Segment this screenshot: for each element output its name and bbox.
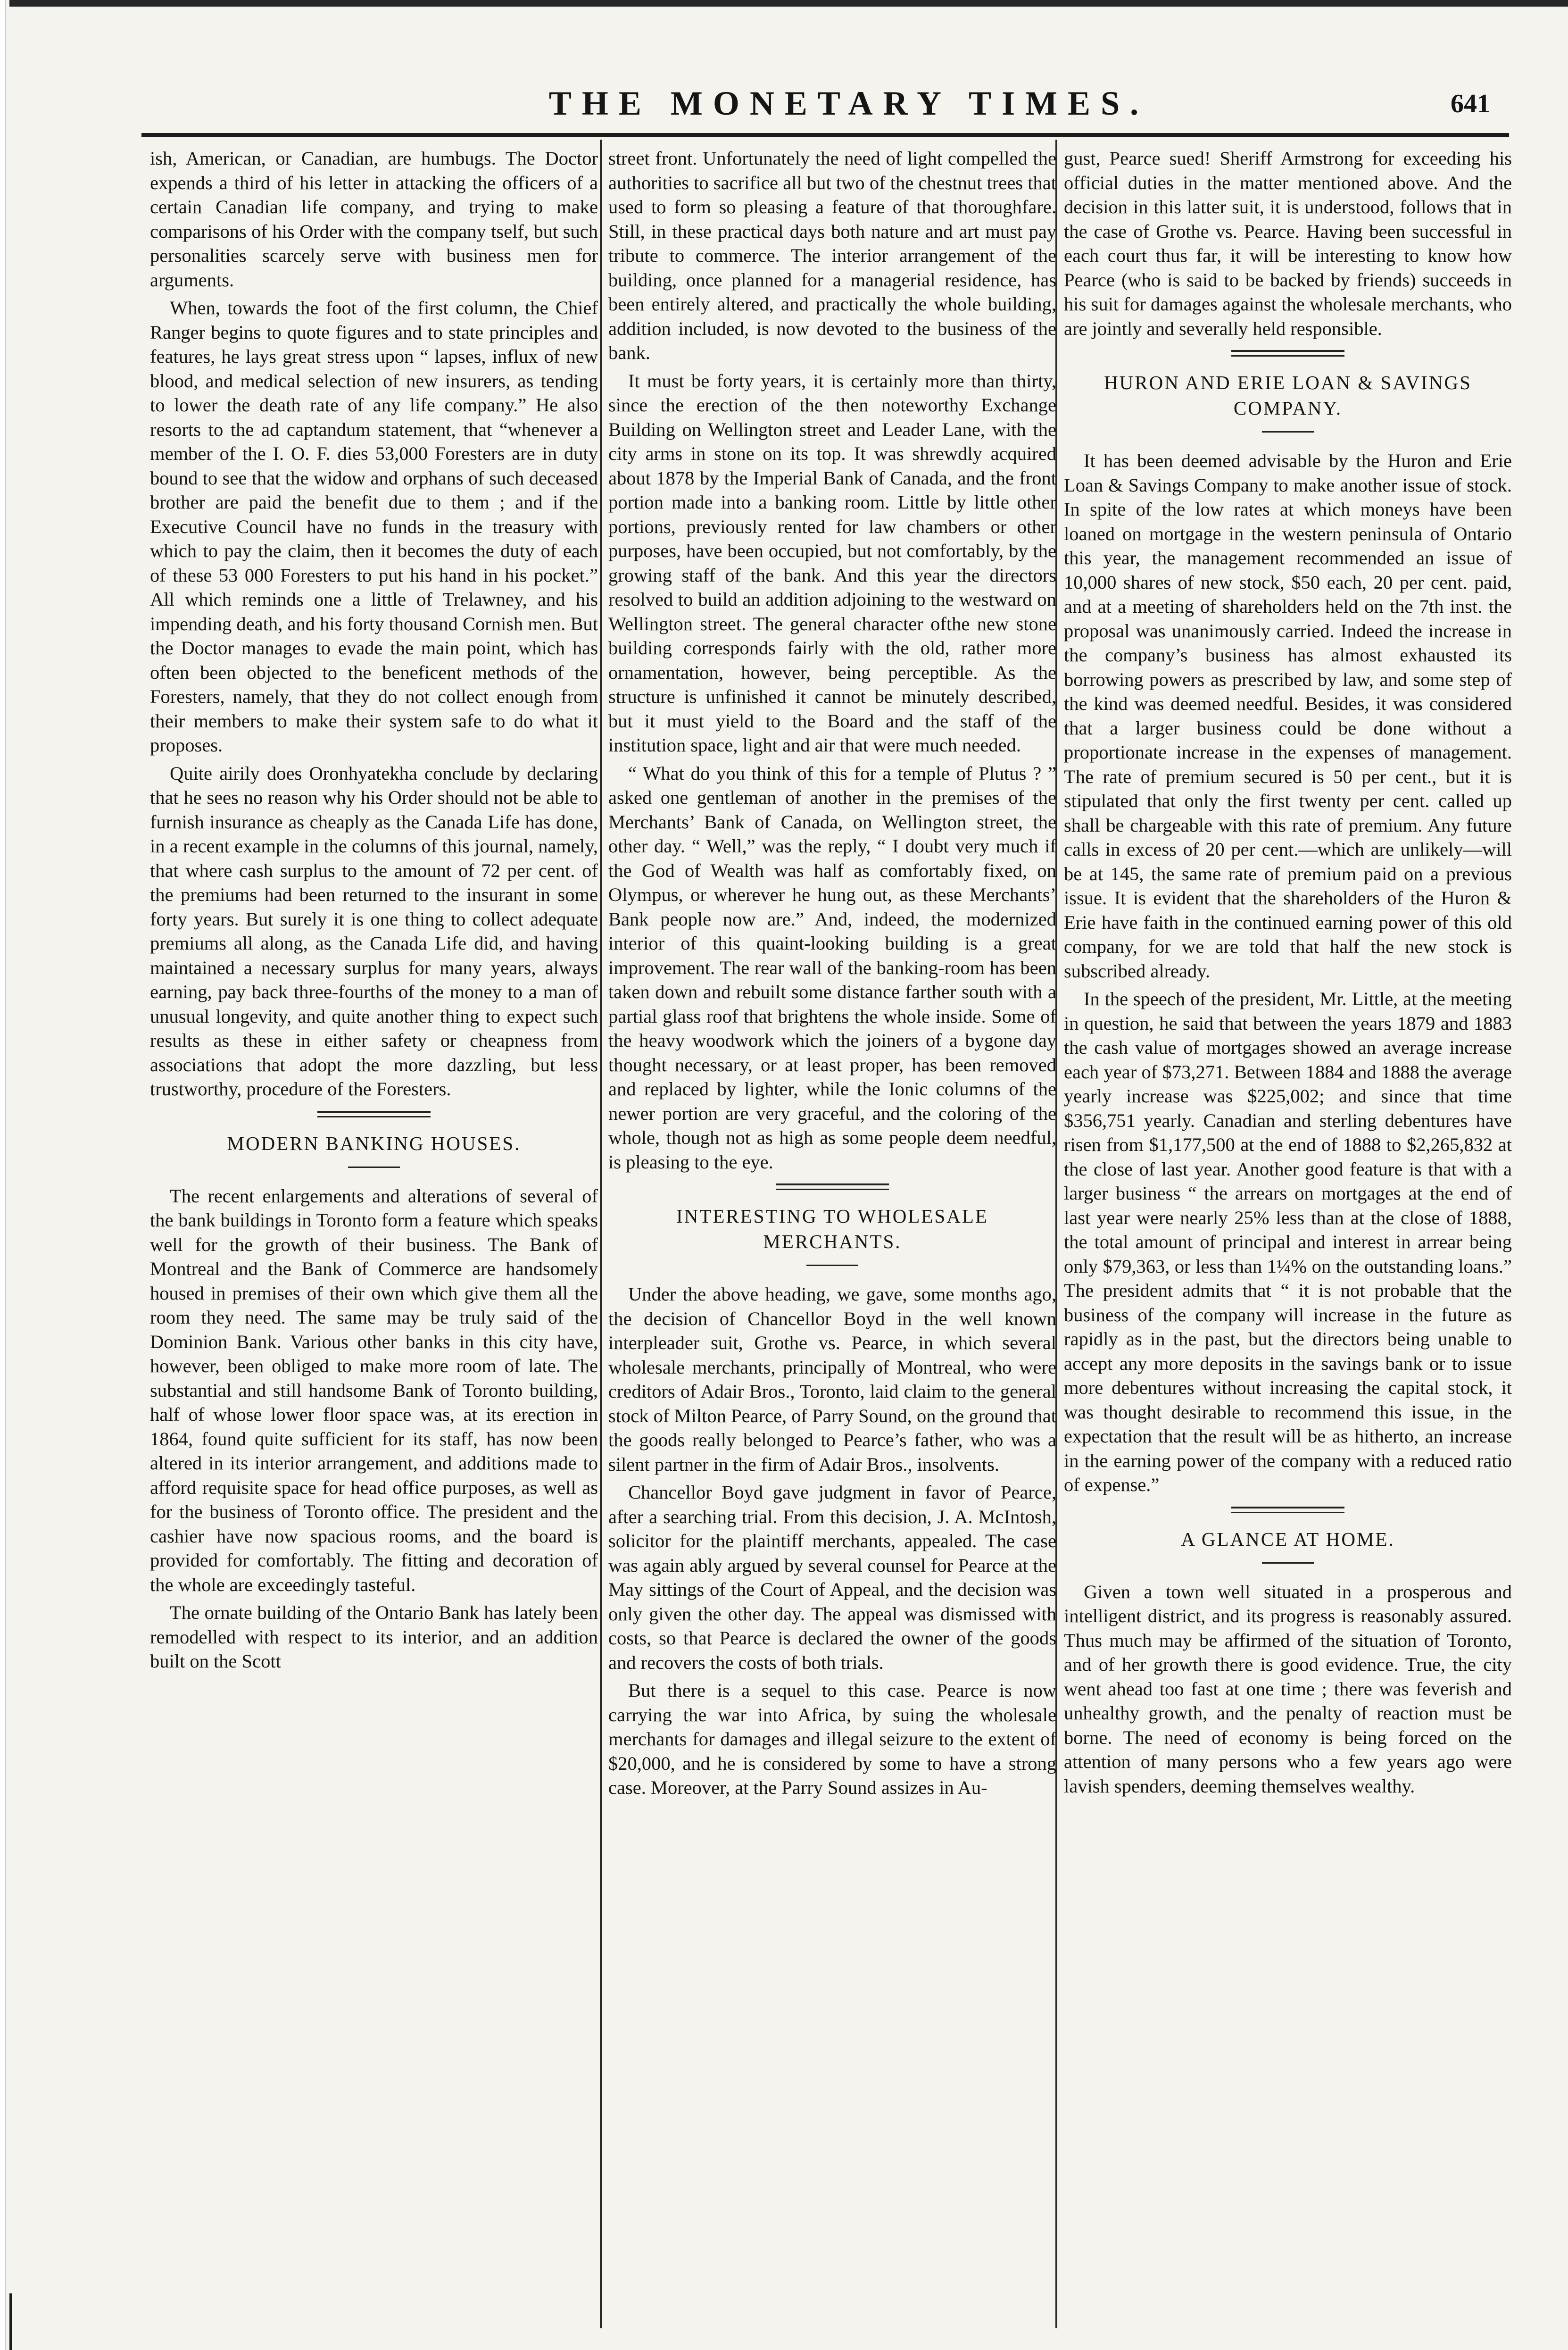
section-divider bbox=[317, 1111, 431, 1117]
article-heading-modern-banking-houses: MODERN BANKING HOUSES. bbox=[227, 1132, 521, 1154]
column-1-paragraph: When, towards the foot of the first column, the Chief Ranger begins to quote figures and to state principles and features, he lays great stress upon “ lapses, influx of new blood, and medical selection of new insurers, as tending to lower the death rate of any life company.” He also resorts to the ad captandum statement, that “whenever a member of the I. O. F. dies 53,000 Foresters are in duty bound to see that the widow and orphans of such deceased brother are paid the benefit due to them ; and if the Executive Council have no funds in the treasury with which to pay the claim, then it becomes the duty of each of these 53 000 Foresters to put his hand in his pocket.” All which reminds one a little of Trelawney, and his impending death, and his forty thousand Cornish men. But the Doctor manages to evade the main point, which has often been objected to the beneficent methods of the Foresters, namely, that they do not collect enough from their members to make their system safe to do what it proposes. bbox=[150, 297, 598, 756]
column-2-paragraph: “ What do you think of this for a temple of Plutus ? ” asked one gentleman of another in the premises of the Merchants’ Bank of Canada, on Wellington street, the other day. “ Well,” was the reply, “ I doubt very much if the God of Wealth was half as comfortably fixed, on Olympus, or wherever he hung out, as these Merchants’ Bank people now are.” And, indeed, the modernized interior of this quaint-looking building is a great improvement. The rear wall of the banking-room has been taken down and rebuilt some distance farther south with a partial glass roof that brightens the whole inside. Some of the heavy woodwork which the joiners of a bygone day thought necessary, or at least proper, has been removed and replaced by lighter, while the Ionic columns of the newer portion are very graceful, and the coloring of the whole, though not as high as some people deem needful, is pleasing to the eye. bbox=[608, 762, 1056, 1173]
column-3 bbox=[1064, 146, 1512, 2325]
section-divider bbox=[1231, 1507, 1344, 1513]
heading-rule bbox=[1262, 1562, 1314, 1564]
column-2 bbox=[608, 146, 1056, 2325]
column-2-paragraph: Under the above heading, we gave, some months ago, the decision of Chancellor Boyd in the well known interpleader suit, Grothe vs. Pearce, in which several wholesale merchants, principally of Montreal, who were creditors of Adair Bros., Toronto, laid claim to the general stock of Milton Pearce, of Parry Sound, on the ground that the goods really belonged to Pearce’s father, who was a silent partner in the firm of Adair Bros., insolvents. bbox=[608, 1283, 1056, 1475]
column-2-paragraph: street front. Unfortunately the need of light compelled the authorities to sacrifice all but two of the chestnut trees that used to form so pleasing a feature of that thoroughfare. Still, in these practical days both nature and art must pay tribute to commerce. The interior arrangement of the building, once planned for a managerial residence, has been entirely altered, and practically the whole building, addition included, is now devoted to the business of the bank. bbox=[608, 148, 1056, 363]
heading-rule bbox=[806, 1265, 858, 1266]
binding-edge bbox=[0, 0, 6, 2350]
column-2-paragraph: It must be forty years, it is certainly more than thirty, since the erection of the then noteworthy Exchange Building on Wellington street and Leader Lane, with the city arms in stone on its top. It was shrewdly acquired about 1878 by the Imperial Bank of Canada, and the front portion made into a banking room. Little by little other portions, previously rented for law chambers or other purposes, have been occupied, but not comfortably, by the growing staff of the bank. And this year the directors resolved to build an addition adjoining to the westward on Wellington street. The general character ofthe new stone building corresponds fairly with the old, rather more ornamentation, however, being perceptible. As the structure is unfinished it cannot be minutely described, but it must yield to the Board and the staff of the institution space, light and air that were much needed. bbox=[608, 370, 1056, 756]
article-heading-huron-and-erie: HURON AND ERIE LOAN & SAVINGS COMPANY. bbox=[1104, 372, 1472, 419]
header-rule bbox=[141, 133, 1509, 137]
running-title: THE MONETARY TIMES. bbox=[548, 84, 1149, 122]
heading-rule bbox=[1262, 431, 1314, 433]
section-divider bbox=[776, 1183, 889, 1190]
column-3-paragraph: In the speech of the president, Mr. Little, at the meeting in question, he said that between the years 1879 and 1883 the cash value of mortgages showed an average increase each year of $73,271. Between 1884 and 1888 the average yearly increase was $225,002; and since that time $356,751 yearly. Canadian and sterling debentures have risen from $1,177,500 at the end of 1888 to $2,265,832 at the close of last year. Another good feature is that with a larger business “ the arrears on mortgages at the end of last year were nearly 25% less than at the close of 1888, the total amount of principal and interest in arrear being only $79,363, or less than 1¼% on the outstanding loans.” The president admits that “ it is not probable that the business of the company will increase in the future as rapidly as in the past, but the directors being unable to accept any more deposits in the savings bank or to issue more debentures without increasing the capital stock, it was thought desirable to recommend this issue, in the expectation that the result will be as hitherto, an increase in the earning power of the company with a reduced ratio of expense.” bbox=[1064, 988, 1512, 1495]
column-1-paragraph: Quite airily does Oronhyatekha conclude by declaring that he sees no reason why his Order should not be able to furnish insurance as cheaply as the Canada Life has done, in a recent example in the columns of this journal, namely, that where cash surplus to the amount of 72 per cent. of the premiums had been returned to the insurant in some forty years. But surely it is one thing to collect adequate premiums all along, as the Canada Life did, and having maintained a necessary surplus for many years, always earning, pay back three-fourths of the money to a man of unusual longevity, and quite another thing to expect such results as these in either safety or cheapness from associations that adopt the more dazzling, but less trustworthy, procedure of the Foresters. bbox=[150, 762, 598, 1100]
column-1-paragraph: The recent enlargements and alterations of several of the bank buildings in Toronto form a feature which speaks well for the growth of their business. The Bank of Montreal and the Bank of Commerce are handsomely housed in premises of their own which give them all the room they need. The same may be truly said of the Dominion Bank. Various other banks in this city have, however, been obliged to make more room of late. The substantial and still handsome Bank of Toronto building, half of whose lower floor space was, at its erection in 1864, found quite sufficient for its staff, has now been altered in its interior arrangement, and additions made to afford requisite space for head office purposes, as well as for the business of Toronto office. The president and the cashier have now spacious rooms, and the board is provided for comfortably. The fitting and decoration of the whole are exceedingly tasteful. bbox=[150, 1185, 598, 1595]
section-divider bbox=[1231, 350, 1344, 357]
column-divider-1 bbox=[600, 140, 602, 2328]
article-heading-interesting-to-wholesale-merchants: INTERESTING TO WHOLESALE MERCHANTS. bbox=[676, 1205, 988, 1252]
column-2-paragraph: But there is a sequel to this case. Pearce is now carrying the war into Africa, by suing the wholesale merchants for damages and illegal seizure to the extent of $20,000, and he is considered by some to have a strong case. Moreover, at the Parry Sound assizes in Au- bbox=[608, 1680, 1056, 1798]
heading-rule bbox=[348, 1167, 400, 1168]
page-number: 641 bbox=[1451, 89, 1490, 118]
page-top-border bbox=[9, 0, 1568, 7]
article-heading-a-glance-at-home: A GLANCE AT HOME. bbox=[1181, 1528, 1395, 1550]
column-2-paragraph: Chancellor Boyd gave judgment in favor of Pearce, after a searching trial. From this decision, J. A. McIntosh, solicitor for the plaintiff merchants, appealed. The case was again ably argued by several counsel for Pearce at the May sittings of the Court of Appeal, and the decision was only given the other day. The appeal was dismissed with costs, so that Pearce is declared the owner of the goods and recovers the costs of both trials. bbox=[608, 1482, 1056, 1673]
column-3-paragraph: gust, Pearce sued! Sheriff Armstrong for exceeding his official duties in the matter mentioned above. And the decision in this latter suit, it is understood, follows that in the case of Grothe vs. Pearce. Having been successful in each court thus far, it will be interesting to know how Pearce (who is said to be backed by friends) succeeds in his suit for damages against the wholesale merchants, who are jointly and severally held responsible. bbox=[1064, 148, 1512, 339]
column-3-paragraph: Given a town well situated in a prosperous and intelligent district, and its progress is reasonably assured. Thus much may be affirmed of the situation of Toronto, and of her growth there is good evidence. True, the city went ahead too fast at one time ; there was feverish and unhealthy growth, and the penalty of reaction must be borne. The need of economy is being forced on the attention of many persons who a few years ago were lavish spenders, deeming themselves wealthy. bbox=[1064, 1581, 1512, 1797]
column-1 bbox=[150, 146, 598, 2325]
column-3-paragraph: It has been deemed advisable by the Huron and Erie Loan & Savings Company to make another issue of stock. In spite of the low rates at which moneys have been loaned on mortgage in the western peninsula of Ontario this year, the management recommended an issue of 10,000 shares of new stock, $50 each, 20 per cent. paid, and at a meeting of shareholders held on the 7th inst. the proposal was unanimously carried. Indeed the increase in the company’s business has almost exhausted its borrowing powers as prescribed by law, and some step of the kind was deemed needful. Besides, it was considered that a larger business could be done without a proportionate increase in the expenses of management. The rate of premium secured is 50 per cent., but it is stipulated that only the first twenty per cent. called up shall be chargeable with this rate of premium. Any future calls in excess of 20 per cent.—which are unlikely—will be at 145, the same rate of premium paid on a previous issue. It is evident that the shareholders of the Huron & Erie have faith in the continued earning power of this old company, for we are told that half the new stock is subscribed already. bbox=[1064, 450, 1512, 982]
column-1-paragraph: The ornate building of the Ontario Bank has lately been remodelled with respect to its interior, and an addition built on the Scott bbox=[150, 1602, 598, 1672]
page-header bbox=[141, 75, 1509, 127]
page-bottom-edge bbox=[9, 2293, 12, 2350]
column-1-paragraph: ish, American, or Canadian, are humbugs. The Doctor expends a third of his letter in attacking the officers of a certain Canadian life company, and trying to make comparisons of his Order with the company tself, but such personalities scarcely serve with business men for arguments. bbox=[150, 148, 598, 291]
